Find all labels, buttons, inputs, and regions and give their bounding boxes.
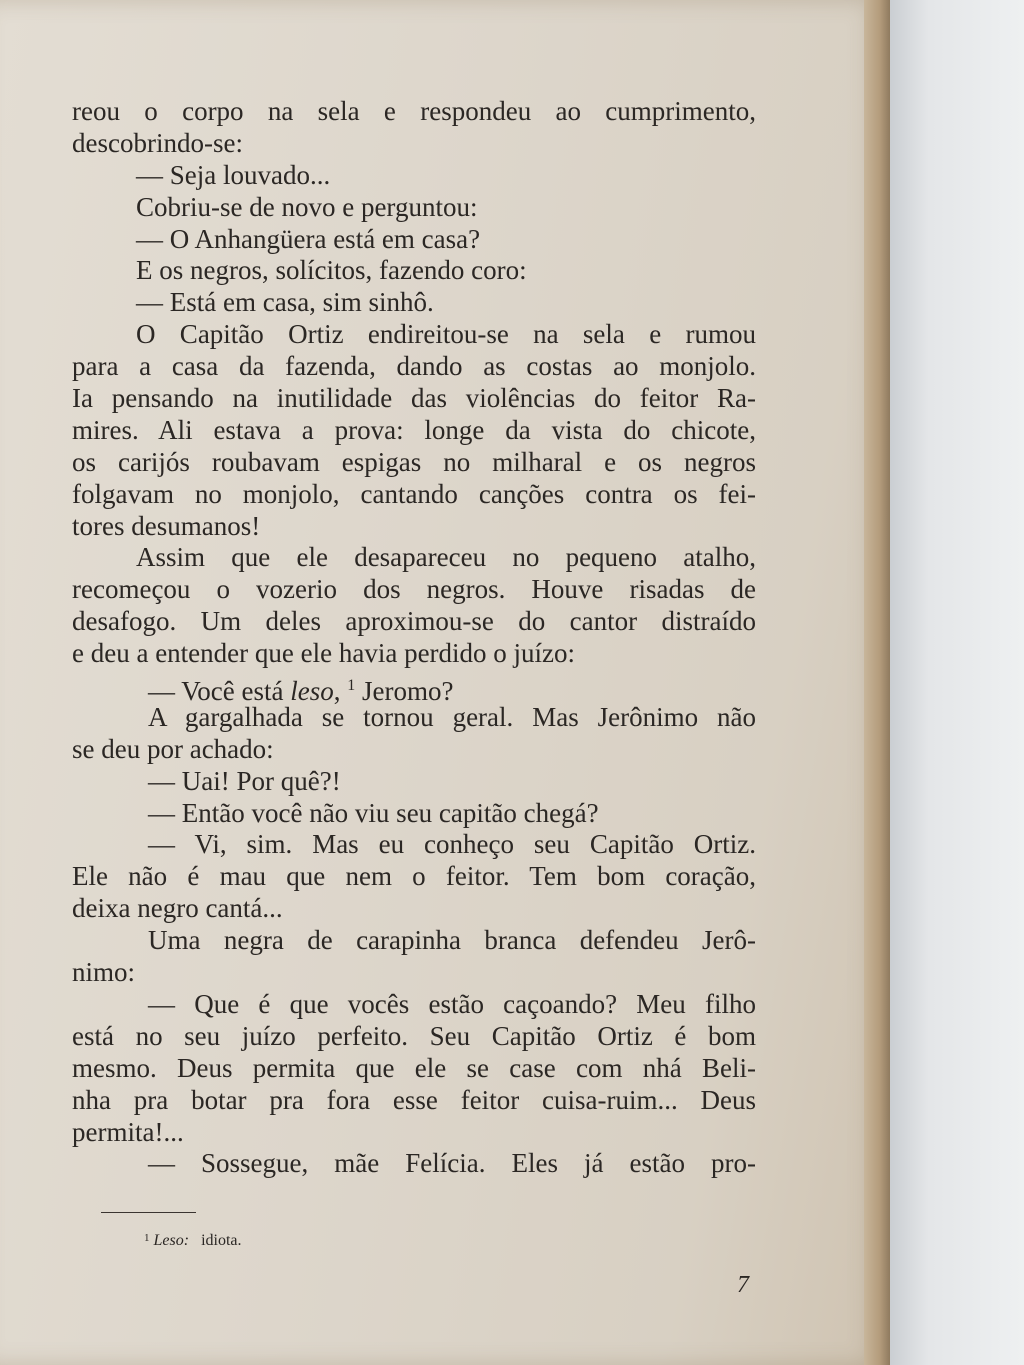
- dialogue-line-leso: [72, 670, 756, 707]
- text-line: mires. Ali estava a prova: longe da vista do chicote,: [72, 414, 756, 445]
- dialogue-line: — Sossegue, mãe Felícia. Eles já estão pro-: [148, 1148, 756, 1179]
- text-line: Ele não é mau que nem o feitor. Tem bom coração,: [72, 861, 756, 892]
- footnote-number: 1: [144, 1232, 150, 1244]
- footnote-divider: [101, 1212, 196, 1213]
- footnote-definition: idiota.: [201, 1232, 242, 1249]
- text-line: Uma negra de carapinha branca defendeu Jerô-: [148, 925, 756, 956]
- text-line: para a casa da fazenda, dando as costas ao monjolo.: [72, 351, 756, 382]
- text-line: folgavam no monjolo, cantando canções contra os fei-: [72, 478, 756, 509]
- text-line: O Capitão Ortiz endireitou-se na sela e rumou: [136, 319, 756, 350]
- dialogue-line: — Que é que vocês estão caçoando? Meu filho: [148, 988, 756, 1019]
- dialogue-line: — Está em casa, sim sinhô.: [136, 287, 434, 318]
- dialogue-line: — O Anhangüera está em casa?: [136, 223, 481, 254]
- page-edge: [864, 0, 890, 1365]
- text-line: nimo:: [72, 957, 136, 988]
- dialogue-text: Jeromo?: [355, 676, 454, 707]
- page-number: 7: [737, 1272, 749, 1298]
- text-line: reou o corpo na sela e respondeu ao cumprimento,: [72, 96, 756, 126]
- text-line: nha pra botar pra fora esse feitor cuisa-ruim... Deus: [72, 1084, 756, 1115]
- text-line: Cobriu-se de novo e perguntou:: [136, 191, 478, 222]
- background-surface: [888, 0, 1024, 1365]
- text-line: mesmo. Deus permita que ele se case com nhá Beli-: [72, 1052, 756, 1083]
- text-line: Assim que ele desapareceu no pequeno atalho,: [136, 542, 756, 573]
- text-line: Ia pensando na inutilidade das violências do feitor Ra-: [72, 383, 756, 414]
- text-line: se deu por achado:: [72, 733, 274, 764]
- italic-term: leso: [290, 676, 334, 707]
- dialogue-text: — Você está: [148, 676, 291, 707]
- text-line: e deu a entender que ele havia perdido o juízo:: [72, 638, 576, 669]
- dialogue-line: — Vi, sim. Mas eu conheço seu Capitão Ortiz.: [148, 829, 756, 860]
- text-line: E os negros, solícitos, fazendo coro:: [136, 255, 527, 286]
- footnote-reference: 1: [347, 677, 356, 695]
- text-line: os carijós roubavam espigas no milharal e os negros: [72, 446, 756, 477]
- dialogue-line: — Seja louvado...: [136, 159, 331, 190]
- footnote: [144, 1232, 242, 1250]
- text-line: descobrindo-se:: [72, 127, 243, 158]
- text-line: recomeçou o vozerio dos negros. Houve risadas de: [72, 574, 756, 605]
- body-text: [72, 96, 756, 1180]
- text-line: tores desumanos!: [72, 510, 261, 541]
- text-line: permita!...: [72, 1116, 184, 1147]
- text-line: A gargalhada se tornou geral. Mas Jerônimo não: [148, 701, 756, 732]
- text-line: desafogo. Um deles aproximou-se do cantor distraído: [72, 606, 756, 637]
- text-line: está no seu juízo perfeito. Seu Capitão Ortiz é bom: [72, 1020, 756, 1051]
- dialogue-text: ,: [333, 676, 348, 707]
- dialogue-line: — Então você não viu seu capitão chegá?: [148, 797, 599, 828]
- footnote-term: Leso:: [153, 1232, 190, 1249]
- dialogue-line: — Uai! Por quê?!: [148, 765, 341, 796]
- text-line: deixa negro cantá...: [72, 893, 283, 924]
